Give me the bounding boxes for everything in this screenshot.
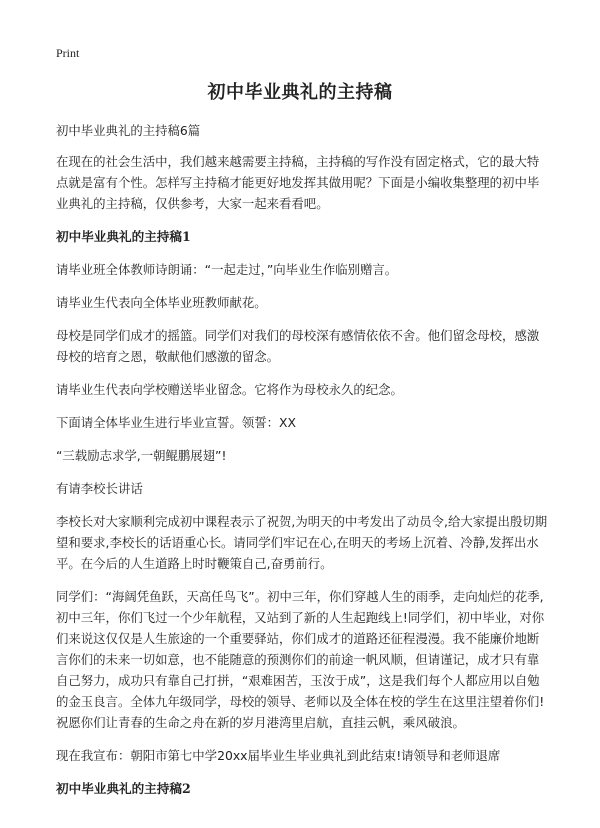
print-label[interactable]: Print [56,46,80,60]
section-heading-2: 初中毕业典礼的主持稿2 [56,781,191,796]
paragraph-4: 请毕业生代表向学校赠送毕业留念。它将作为母校永久的纪念。 [56,382,403,397]
paragraph-9: 同学们：“海阔凭鱼跃，天高任鸟飞”。初中三年，你们穿越人生的雨季，走向灿烂的花季,初中三年，你们飞过一个少年航程，又站到了新的人生起跑线上!同学们，初中毕业，对你们来说这仅仅是人生旅途的一个重要驿站，你们成才的道路还征程漫漫。我不能廉价地断言你们的未来一切如意，也不能随意的预测你们的前途一帆风顺，但请谨记，成才只有靠自己努力，成功只有靠自己打拼，“艰难困苦，玉汝于成”，这是我们每个人都应用以自勉的金玉良言。全体九年级同学，母校的领导、老师以及全体在校的学生在这里注望着你们!祝愿你们让青春的生命之舟在新的岁月港湾里启航，直挂云帆，乘风破浪。 [56,589,545,730]
paragraph-7: 有请李校长讲话 [56,481,143,496]
document-subtitle: 初中毕业典礼的主持稿6篇 [56,123,201,138]
section-heading-1: 初中毕业典礼的主持稿1 [56,229,191,244]
paragraph-3: 母校是同学们成才的摇篮。同学们对我们的母校深有感情依依不舍。他们留念母校，感激母校的培育之恩，敬献他们感激的留念。 [56,328,540,364]
paragraph-5: 下面请全体毕业生进行毕业宣誓。领誓：XX [56,415,297,430]
document-title: 初中毕业典礼的主持稿 [207,82,393,103]
intro-paragraph: 在现在的社会生活中，我们越来越需要主持稿，主持稿的写作没有固定格式，它的最大特点就是富有个性。怎样写主持稿才能更好地发挥其做用呢？下面是小编收集整理的初中毕业典礼的主持稿，仅供参考，大家一起来看看吧。 [56,154,540,211]
paragraph-1: 请毕业班全体教师诗朗诵：“一起走过，”向毕业生作临别赠言。 [56,262,398,277]
paragraph-10: 现在我宣布：朝阳市第七中学20xx届毕业生毕业典礼到此结束!请领导和老师退席 [56,748,501,763]
paragraph-8: 李校长对大家顺利完成初中课程表示了祝贺,为明天的中考发出了动员令,给大家提出殷切期望和要求,李校长的话语重心长。请同学们牢记在心,在明天的考场上沉着、冷静,发挥出水平。在今后的人生道路上时时鞭策自己,奋勇前行。 [56,514,548,571]
document-body [56,120,550,799]
paragraph-2: 请毕业生代表向全体毕业班教师献花。 [56,295,267,310]
paragraph-6: “三载励志求学,一朝鲲鹏展翅”! [56,448,227,463]
